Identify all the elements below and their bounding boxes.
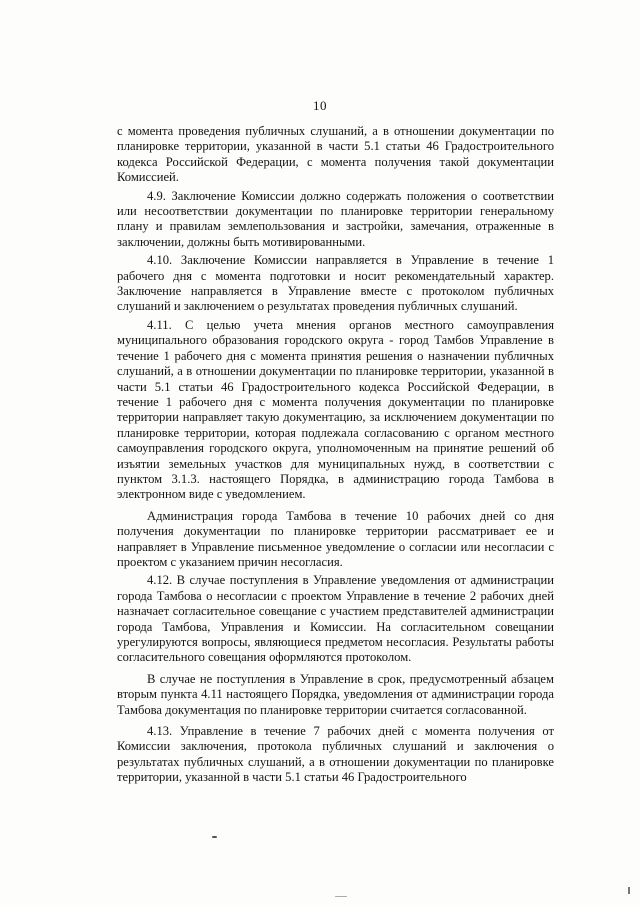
- page-number: 10: [313, 98, 327, 113]
- paragraph-4-10: 4.10. Заключение Комиссии направляется в Управление в течение 1 рабочего дня с момента подготовки и носит рекомендательный характер. Заключение направляется в Управление вместе с протоколом публичных слушаний и заключением о результатах проведения публичных слушаний.: [117, 253, 554, 314]
- scan-artifact: [335, 896, 347, 897]
- scan-artifact: [628, 887, 630, 894]
- scan-artifact: [212, 836, 217, 838]
- paragraph-4-11-second: Администрация города Тамбова в течение 10 рабочих дней со дня получения документации по планировке территории рассматривает ее и направляет в Управление письменное уведомление о согласии или несогласии с проектом с указанием причин несогласия.: [117, 508, 554, 569]
- paragraph-4-11: 4.11. С целью учета мнения органов местного самоуправления муниципального образования городского округа - город Тамбов Управление в течение 1 рабочего дня с момента принятия решения о назначении публичных слушаний, а в отношении документации по планировке территории, указанной в части 5.1 статьи 46 Градостроительного кодекса Российской Федерации, в течение 1 рабочего дня с момента получения документации по планировке территории направляет такую документацию, за исключением документации по планировке территории, которая подлежала согласованию с органом местного самоуправления городского округа, уполномоченным на принятие решений об изъятии земельных участков для муниципальных нужд, в соответствии с пунктом 3.1.3. настоящего Порядка, в администрацию города Тамбова в электронном виде с уведомлением.: [117, 317, 554, 502]
- paragraph-4-9: 4.9. Заключение Комиссии должно содержать положения о соответствии или несоответствии документации по планировке территории генеральному плану и правилам землепользования и застройки, замечания, отраженные в заключении, должны быть мотивированными.: [117, 188, 554, 249]
- paragraph-continuation: с момента проведения публичных слушаний, а в отношении документации по планировке территории, указанной в части 5.1 статьи 46 Градостроительного кодекса Российской Федерации, с момента получения такой документации Комиссией.: [117, 124, 554, 185]
- paragraph-4-12: 4.12. В случае поступления в Управление уведомления от администрации города Тамбова о несогласии с проектом Управление в течение 2 рабочих дней назначает согласительное совещание с участием представителей администрации города Тамбова, Управления и Комиссии. На согласительном совещании урегулируются вопросы, являющиеся предметом несогласия. Результаты работы согласительного совещания оформляются протоколом.: [117, 573, 554, 665]
- paragraph-4-12-second: В случае не поступления в Управление в срок, предусмотренный абзацем вторым пункта 4.11 настоящего Порядка, уведомления от администрации города Тамбова документация по планировке территории считается согласованной.: [117, 671, 554, 717]
- document-body: [117, 124, 554, 786]
- paragraph-4-13: 4.13. Управление в течение 7 рабочих дней с момента получения от Комиссии заключения, протокола публичных слушаний и заключения о результатах публичных слушаний, а в отношении документации по планировке территории, указанной в части 5.1 статьи 46 Градостроительного: [117, 724, 554, 785]
